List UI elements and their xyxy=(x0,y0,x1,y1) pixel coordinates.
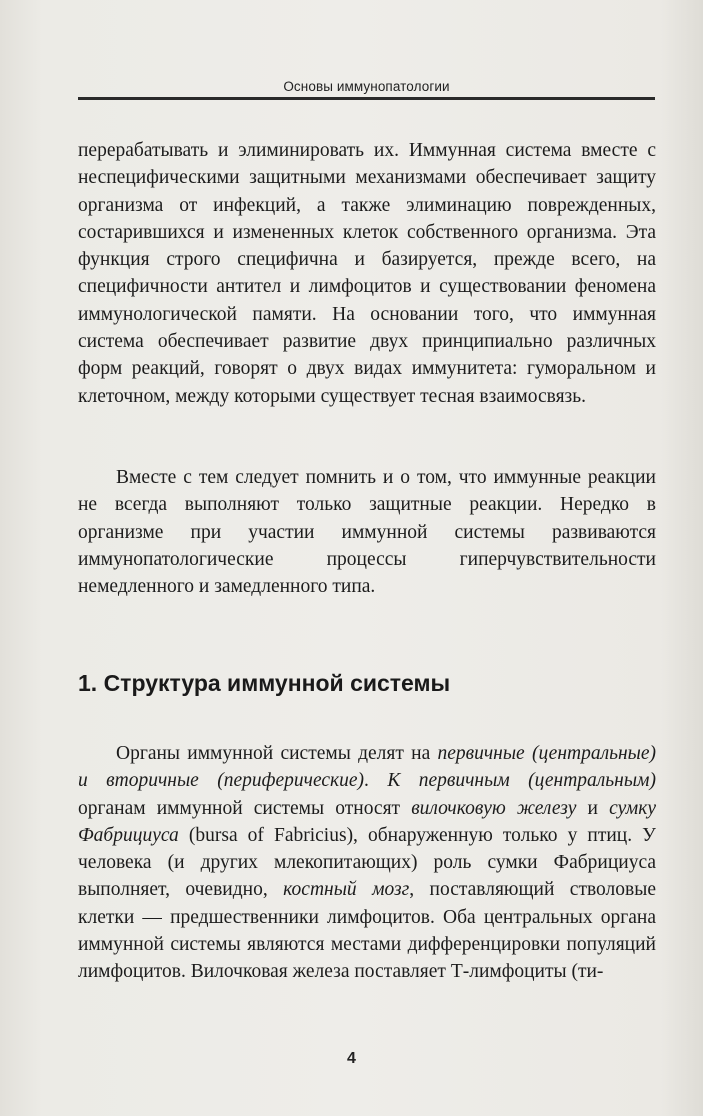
p3-text-6: , поставляющий стволовые клетки — предшественники лимфоцитов. Оба центральных органа иммунной системы являются местами дифференцировки популяций лимфоцитов. Вилочковая железа поставляет Т-лимфоциты (ти- xyxy=(78,879,656,983)
paragraph-2-block xyxy=(78,464,656,600)
p3-emphasis-bone-marrow: костный мозг xyxy=(283,879,410,901)
paragraph-2: Вместе с тем следует помнить и о том, что иммунные реакции не всегда выполняют только защитные реакции. Нередко в организме при участии иммунной системы развиваются иммунопатологические процессы гиперчувствительности немедленного и замедленного типа. xyxy=(78,467,656,598)
p3-text-2: . xyxy=(364,770,388,792)
p3-text-4: и xyxy=(576,797,610,819)
paragraph-3-block xyxy=(78,740,656,986)
p3-text-3: органам иммунной системы относят xyxy=(78,797,412,819)
page-number: 4 xyxy=(347,1050,356,1067)
paragraph-3 xyxy=(78,740,656,986)
p3-text-1: Органы иммунной системы делят на xyxy=(116,743,438,764)
p3-emphasis-primary-central: К первичным (центральным) xyxy=(387,770,656,792)
section-heading: 1. Структура иммунной системы xyxy=(78,670,451,696)
p3-text-5: (bursa of Fabricius), обнаруженную только у птиц. У человека (и других млекопитающих) роль сумки Фабрициуса выполняет, очевидно, xyxy=(78,824,656,901)
p3-emphasis-thymus: вилочковую железу xyxy=(411,797,577,819)
paragraph-1-block xyxy=(78,137,656,410)
p3-emphasis-primary-secondary: первичные (центральные) и вторичные (периферические) xyxy=(78,743,656,792)
p3-emphasis-bursa: сумку Фабрициуса xyxy=(78,797,657,846)
paragraph-1: перерабатывать и элиминировать их. Иммунная система вместе с неспецифическими защитными механизмами обеспечивает защиту организма от инфекций, а также элиминацию поврежденных, состарившихся и измененных клеток собственного организма. Эта функция строго специфична и базируется, прежде всего, на специфичности антител и лимфоцитов и существовании феномена иммунологической памяти. На основании того, что иммунная система обеспечивает развитие двух принципиально различных форм реакций, говорят о двух видах иммунитета: гуморальном и клеточном, между которыми существует тесная взаимосвязь. xyxy=(78,140,656,407)
header-rule xyxy=(78,97,655,100)
running-head: Основы иммунопатологии xyxy=(283,79,450,94)
